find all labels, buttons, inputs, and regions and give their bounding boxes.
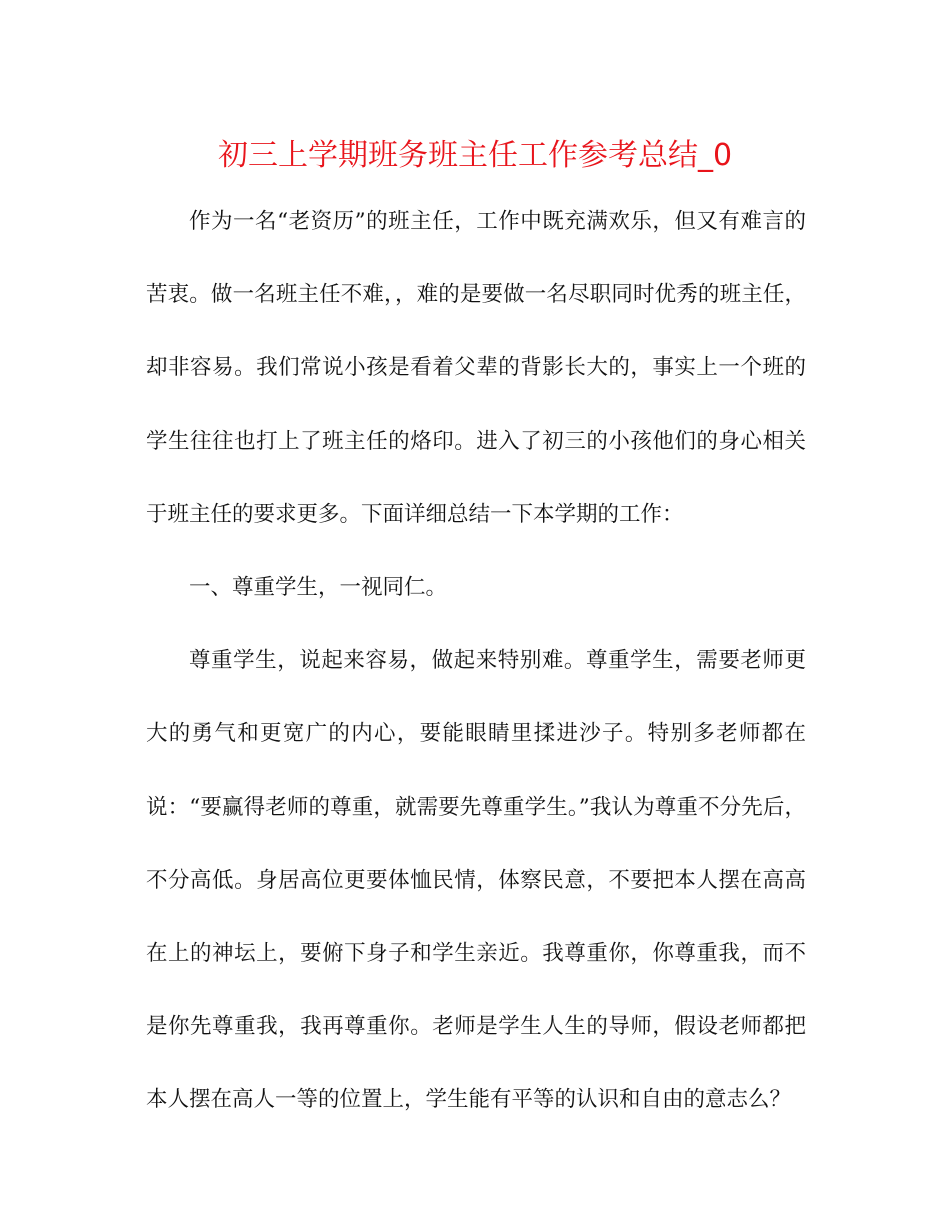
section-heading-1: 一、尊重学生，一视同仁。	[189, 575, 448, 601]
document-title: 初三上学期班务班主任工作参考总结_0	[217, 138, 733, 173]
document-body	[146, 185, 806, 1137]
paragraph-respect: 尊重学生，说起来容易，做起来特别难。尊重学生，需要老师更大的勇气和更宽广的内心，要能眼睛里揉进沙子。特别多老师都在说：“要赢得老师的尊重，就需要先尊重学生。”我认为尊重不分先后，不分高低。身居高位更要体恤民情，体察民意，不要把本人摆在高高在上的神坛上，要俯下身子和学生亲近。我尊重你，你尊重我，而不是你先尊重我，我再尊重你。老师是学生人生的导师，假设老师都把本人摆在高人一等的位置上，学生能有平等的认识和自由的意志么？	[146, 648, 806, 1113]
paragraph-intro: 作为一名“老资历”的班主任，工作中既充满欢乐，但又有难言的苦衷。做一名班主任不难，，难的是要做一名尽职同时优秀的班主任，却非容易。我们常说小孩是看着父辈的背影长大的，事实上一个班的学生往往也打上了班主任的烙印。进入了初三的小孩他们的身心相关于班主任的要求更多。下面详细总结一下本学期的工作：	[146, 209, 806, 527]
